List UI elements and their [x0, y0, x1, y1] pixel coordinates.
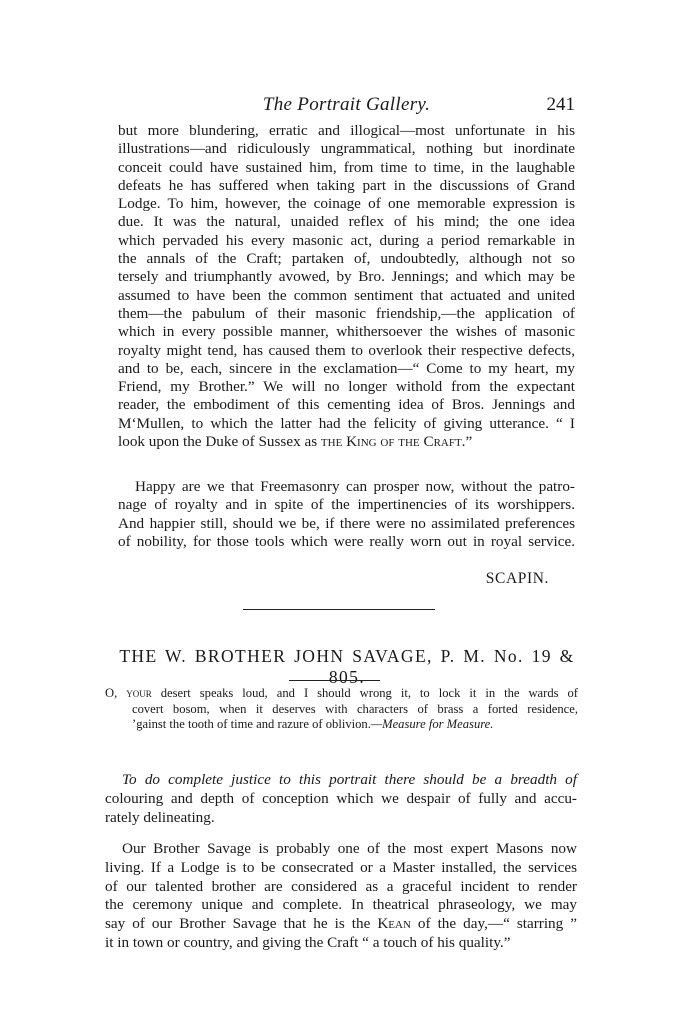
epigraph: [105, 686, 578, 733]
savage-paragraph-2: [105, 840, 577, 953]
page-number: 241: [546, 94, 575, 115]
text-line: And happier still, should we be, if there were no assimilated preferences: [118, 514, 575, 532]
epigraph-source: —Measure for Measure.: [370, 717, 494, 732]
text-line: conceit could have sustained him, from time to time, in the laughable: [118, 158, 575, 176]
small-caps-word: Kean: [377, 915, 411, 933]
title-rule: [289, 680, 380, 681]
text-line: tersely and triumphantly avowed, by Bro. Jennings; and which may be: [118, 268, 575, 286]
small-caps-word: your: [126, 686, 152, 700]
text-line: rately delineating.: [105, 808, 215, 826]
text-line: of nobility, for those tools which were really worn out in royal service.: [118, 532, 575, 550]
text-line: which pervaded his every masonic act, during a period remarkable in: [118, 231, 575, 249]
text-line: [118, 433, 575, 451]
epigraph-line: [105, 717, 578, 733]
text-line: reader, the embodiment of this cementing idea of Bros. Jennings and: [118, 396, 575, 414]
text-line: due. It was the natural, unaided reflex of his mind; the one idea: [118, 213, 575, 231]
text-line: royalty might tend, has caused them to overlook their respective defects,: [118, 341, 575, 359]
text-run: ’gainst the tooth of time and razure of oblivion.: [132, 717, 371, 732]
text-line: but more blundering, erratic and illogical—most unfortunate in his: [118, 122, 575, 139]
text-line: which in every possible manner, whithersoever the wishes of masonic: [118, 323, 575, 341]
text-run: look upon the Duke of Sussex as: [118, 433, 321, 451]
text-line: defeats he has suffered when taking part in the discussions of Grand: [118, 176, 575, 194]
text-run: desert speaks loud, and I should wrong it, to lock it in the wards of: [151, 686, 578, 700]
scapin-paragraph-2: [118, 478, 575, 551]
text-line: it in town or country, and giving the Craft “ a touch of his quality.”: [105, 933, 511, 951]
text-line: and to be, each, sincere in the exclamation—“ Come to my heart, my: [118, 359, 575, 377]
text-line: Friend, my Brother.” We will no longer withold from the expectant: [118, 378, 575, 396]
text-line: M‘Mullen, to which the latter had the felicity of giving utterance. “ I: [118, 414, 575, 432]
text-line: [105, 915, 577, 934]
small-caps-quote: the King of the Craft.: [320, 433, 466, 451]
text-line: illustrations—and ridiculously ungrammatical, nothing but inordinate: [118, 140, 575, 158]
savage-paragraph-1: [105, 771, 577, 827]
text-run: of the day,—“ starring ”: [410, 915, 577, 933]
text-line: assumed to have been the common sentiment that actuated and united: [118, 286, 575, 304]
running-title: The Portrait Gallery.: [262, 94, 431, 115]
text-line: of our talented brother are considered as a graceful incident to render: [105, 877, 577, 895]
text-line: Happy are we that Freemasonry can prosper now, without the patro-: [135, 478, 575, 495]
text-run: say of our Brother Savage that he is the: [105, 915, 378, 933]
text-line: colouring and depth of conception which we despair of fully and accu-: [105, 789, 577, 807]
section-divider: [243, 609, 435, 610]
text-line: Lodge. To him, however, the coinage of one memorable expression is: [118, 195, 575, 213]
article-title: THE W. BROTHER JOHN SAVAGE, P. M. No. 19 & 805.: [119, 646, 575, 687]
running-head: [118, 94, 575, 120]
text-run: ”: [465, 433, 473, 451]
epigraph-line: [105, 686, 578, 702]
text-line: To do complete justice to this portrait there should be a breadth of: [122, 771, 577, 788]
scapin-paragraph-1: [118, 122, 575, 451]
text-line: the ceremony unique and complete. In theatrical phraseology, we may: [105, 896, 577, 914]
text-line: Our Brother Savage is probably one of the most expert Masons now: [122, 840, 577, 857]
epigraph-line: covert bosom, when it deserves with characters of brass a forted residence,: [132, 701, 578, 716]
text-line: living. If a Lodge is to be consecrated or a Master installed, the services: [105, 858, 577, 876]
text-line: them—the pabulum of their masonic friendship,—the application of: [118, 304, 575, 322]
text-run: O,: [105, 686, 127, 700]
author-signature: SCAPIN.: [485, 570, 549, 587]
text-line: the annals of the Craft; partaken of, undoubtedly, although not so: [118, 250, 575, 268]
text-line: nage of royalty and in spite of the impertinencies of its worshippers.: [118, 496, 575, 514]
